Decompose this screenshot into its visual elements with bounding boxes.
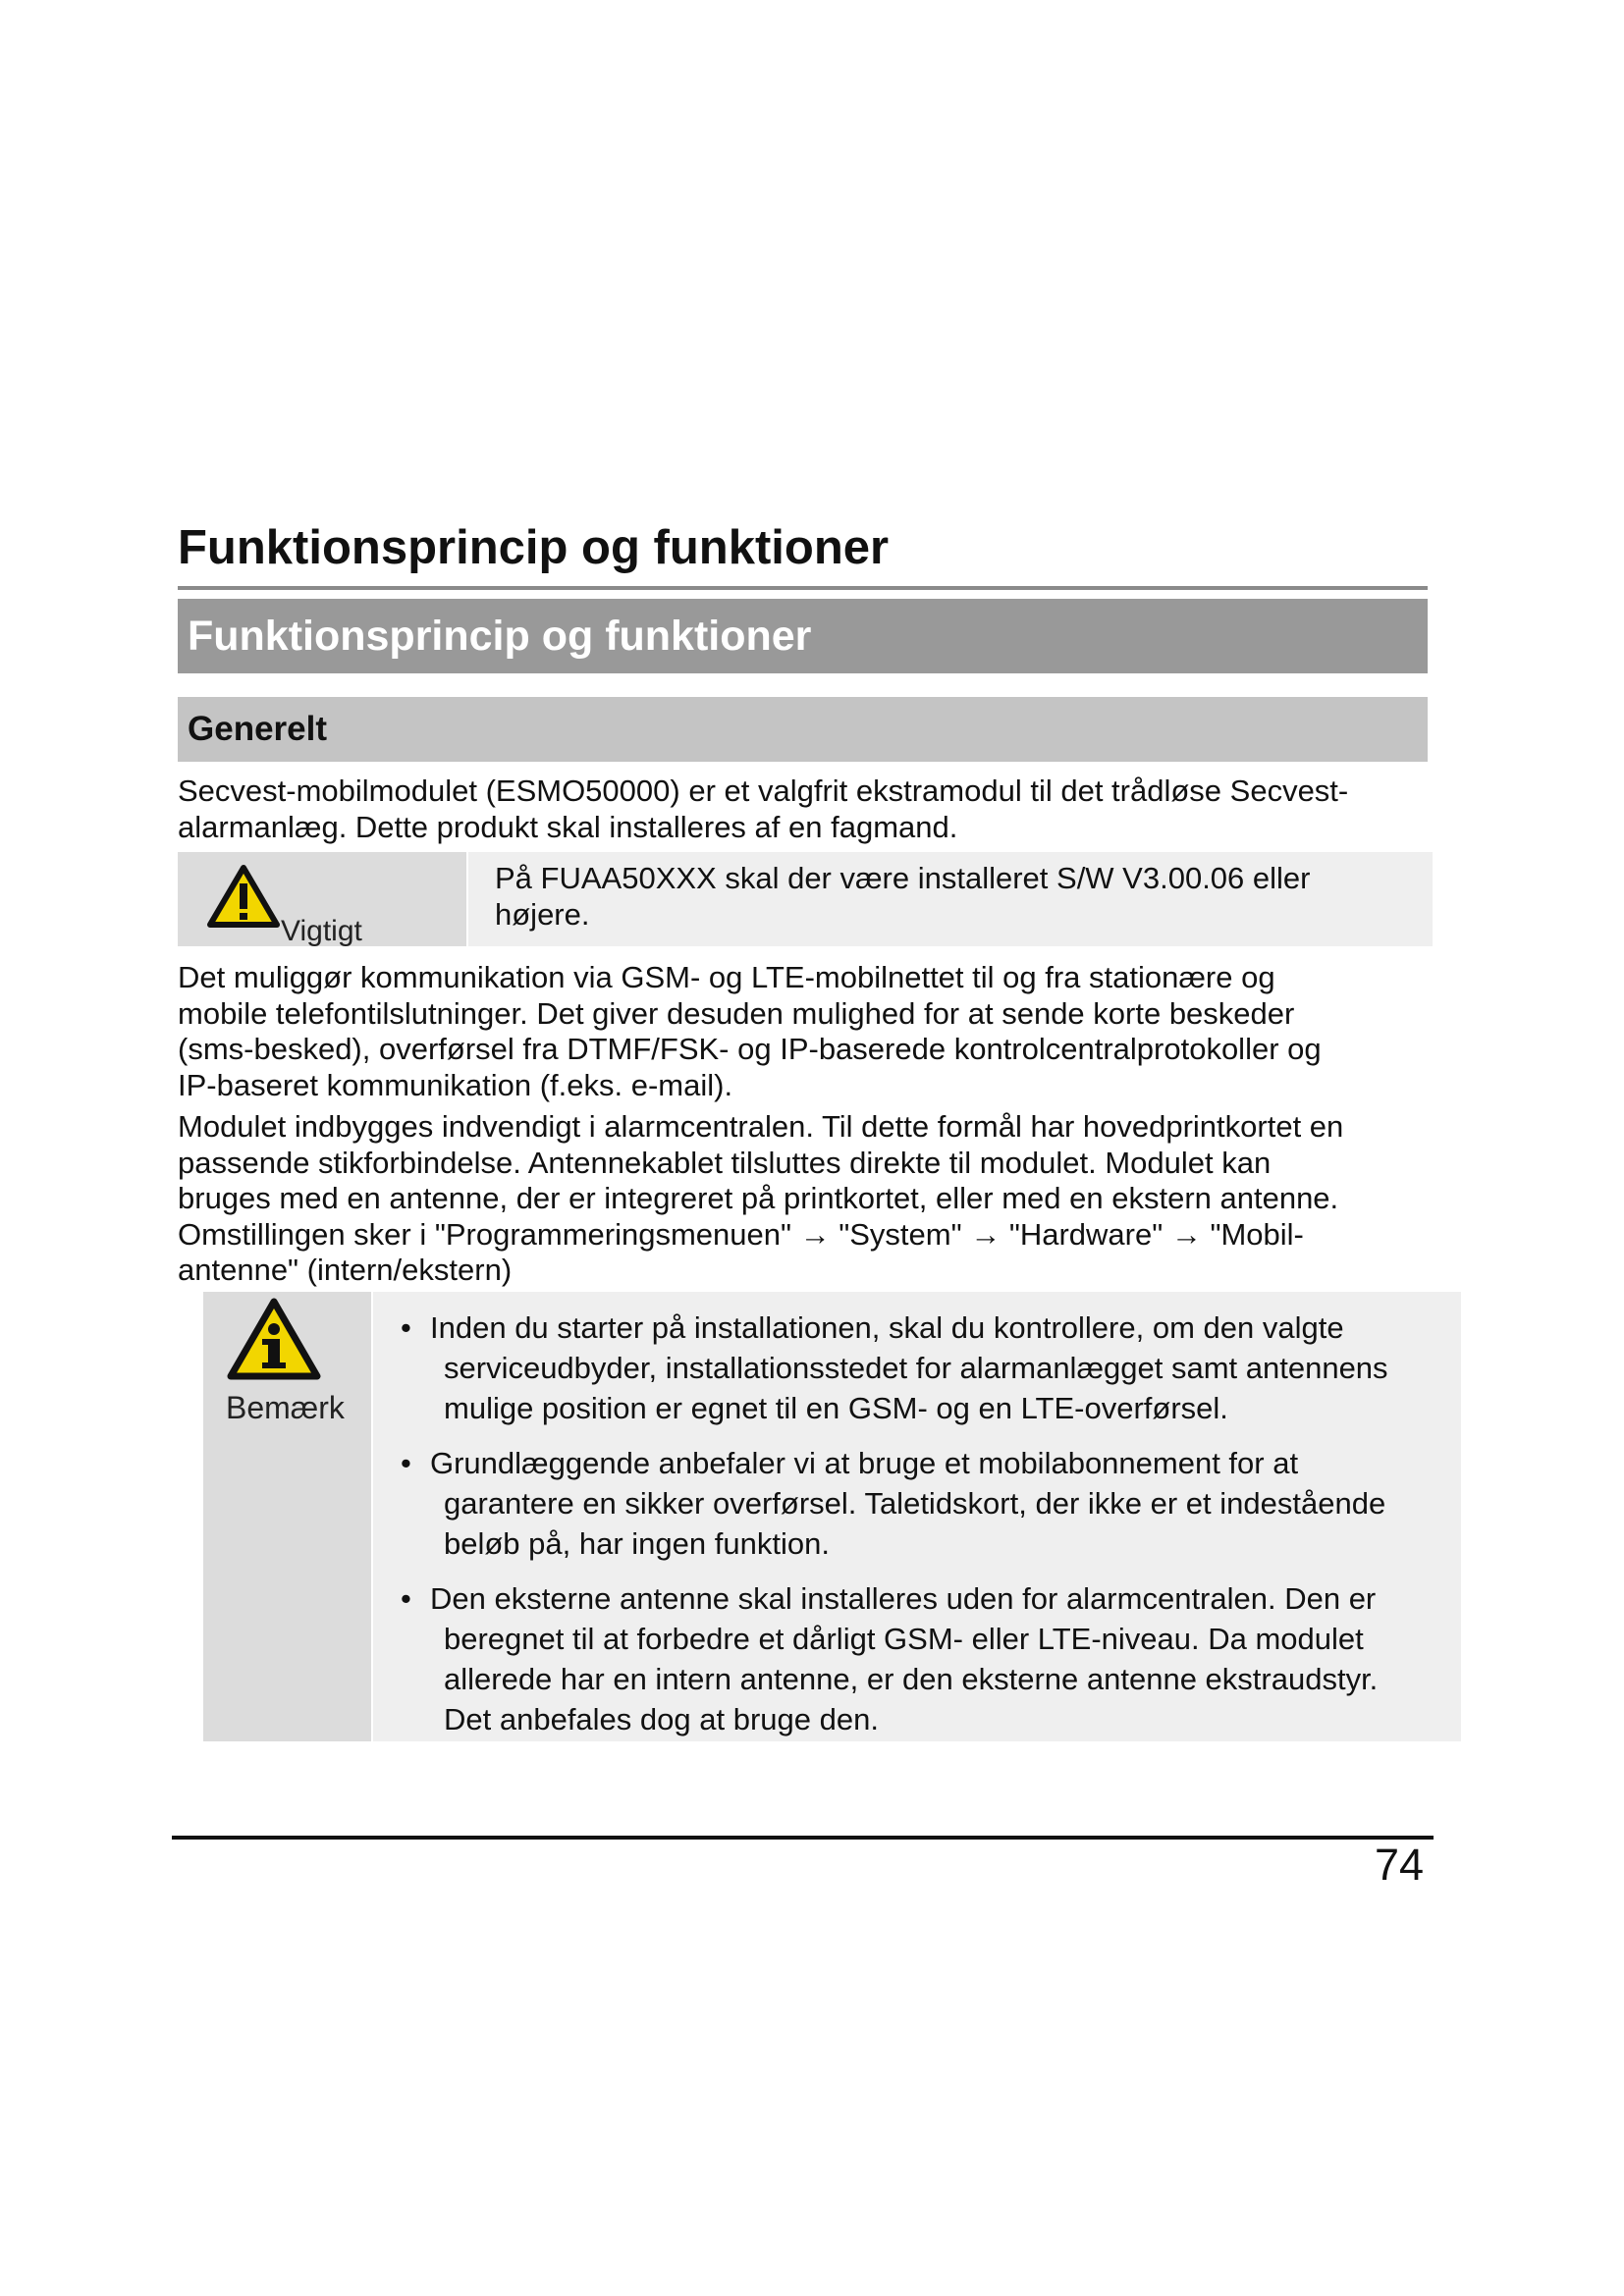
paragraph-line: passende stikforbindelse. Antennekablet tilsluttes direkte til modulet. Modulet kan bbox=[178, 1145, 1272, 1180]
note-line: garantere en sikker overførsel. Taletidskort, der ikke er et indestående bbox=[444, 1486, 1386, 1521]
note-item bbox=[393, 1308, 1453, 1428]
warning-triangle-icon bbox=[206, 864, 281, 929]
bullet-icon: • bbox=[401, 1446, 411, 1480]
section-banner bbox=[178, 599, 1428, 673]
page-number: 74 bbox=[1375, 1840, 1425, 1890]
note-line: beløb på, har ingen funktion. bbox=[444, 1526, 830, 1561]
note-list bbox=[393, 1308, 1453, 1754]
note-label: Bemærk bbox=[226, 1390, 345, 1425]
note-line: Det anbefales dog at bruge den. bbox=[444, 1702, 879, 1736]
paragraph-line: Det muliggør kommunikation via GSM- og LTE-mobilnettet til og fra stationære og bbox=[178, 960, 1275, 994]
note-line: serviceudbyder, installationsstedet for alarmanlægget samt antennens bbox=[444, 1351, 1388, 1385]
subsection-banner bbox=[178, 697, 1428, 762]
subsection-banner-text: Generelt bbox=[188, 710, 327, 748]
warning-line: højere. bbox=[495, 897, 590, 932]
paragraph-line: (sms-besked), overførsel fra DTMF/FSK- og IP-baserede kontrolcentralprotokoller og bbox=[178, 1032, 1322, 1066]
page-title: Funktionsprincip og funktioner bbox=[178, 521, 890, 574]
bullet-icon: • bbox=[401, 1581, 411, 1616]
paragraph-line: Omstillingen sker i "Programmeringsmenuen" → "System" → "Hardware" → "Mobil- bbox=[178, 1216, 1304, 1252]
note-line: mulige position er egnet til en GSM- og en LTE-overførsel. bbox=[444, 1391, 1228, 1425]
paragraph-line: Modulet indbygges indvendigt i alarmcentralen. Til dette formål har hovedprintkortet en bbox=[178, 1109, 1344, 1144]
bullet-icon: • bbox=[401, 1310, 411, 1345]
note-line: allerede har en intern antenne, er den eksterne antenne ekstraudstyr. bbox=[444, 1662, 1379, 1696]
intro-line: alarmanlæg. Dette produkt skal installeres af en fagmand. bbox=[178, 809, 958, 844]
intro-paragraph bbox=[178, 774, 1454, 845]
paragraph-line: antenne" (intern/ekstern) bbox=[178, 1253, 513, 1287]
note-item bbox=[393, 1443, 1453, 1564]
paragraph-line: bruges med en antenne, der er integreret på printkortet, eller med en ekstern antenne. bbox=[178, 1181, 1339, 1215]
note-line: Inden du starter på installationen, skal du kontrollere, om den valgte bbox=[430, 1310, 1344, 1345]
intro-line: Secvest-mobilmodulet (ESMO50000) er et valgfrit ekstramodul til det trådløse Secvest- bbox=[178, 774, 1349, 808]
info-triangle-icon bbox=[226, 1296, 322, 1382]
title-rule bbox=[178, 586, 1428, 590]
warning-line: På FUAA50XXX skal der være installeret S/W V3.00.06 eller bbox=[495, 861, 1311, 895]
note-item bbox=[393, 1578, 1453, 1739]
warning-label: Vigtigt bbox=[281, 915, 362, 947]
section-banner-text: Funktionsprincip og funktioner bbox=[188, 613, 812, 660]
footer-rule bbox=[172, 1836, 1434, 1840]
note-line: Den eksterne antenne skal installeres uden for alarmcentralen. Den er bbox=[430, 1581, 1377, 1616]
communication-paragraph bbox=[178, 960, 1454, 1103]
warning-text bbox=[495, 860, 1418, 933]
installation-paragraph bbox=[178, 1109, 1454, 1289]
note-line: Grundlæggende anbefaler vi at bruge et mobilabonnement for at bbox=[430, 1446, 1299, 1480]
paragraph-line: IP-baseret kommunikation (f.eks. e-mail). bbox=[178, 1067, 733, 1102]
note-line: beregnet til at forbedre et dårligt GSM- eller LTE-niveau. Da modulet bbox=[444, 1622, 1364, 1656]
paragraph-line: mobile telefontilslutninger. Det giver desuden mulighed for at sende korte beskeder bbox=[178, 995, 1295, 1031]
